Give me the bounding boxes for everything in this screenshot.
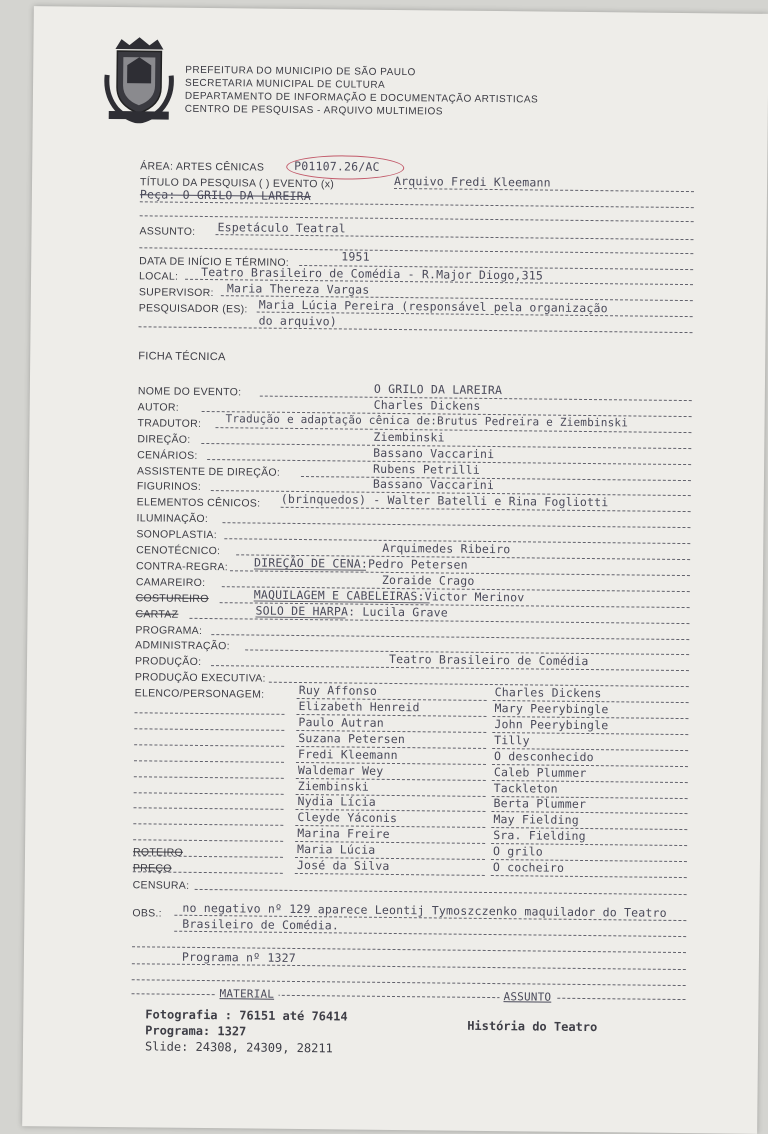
assunto-value: Espetáculo Teatral (217, 220, 346, 236)
cast-role: O desconhecido (493, 748, 594, 764)
elenco-label: ELENCO/PERSONAGEM: (134, 687, 265, 701)
assunto-footer-value: História do Teatro (467, 1018, 598, 1035)
cast-role: Tilly (494, 732, 530, 748)
ficha-label: ADMINISTRAÇÃO: (135, 639, 230, 653)
titulo-value-2: Peça: O GRILO DA LAREIRA (139, 187, 311, 204)
document-page (22, 6, 768, 1134)
ficha-value: MAQUILAGEM E CABELEIRAS:Victor Merinov (253, 587, 525, 605)
struck-label-preco: PREÇO (132, 862, 172, 875)
assunto-label: ASSUNTO: (139, 225, 196, 238)
supervisor-value: Maria Thereza Vargas (226, 281, 370, 297)
ficha-label: SONOPLASTIA: (136, 528, 218, 542)
cast-actor: Fredi Kleemann (297, 746, 398, 762)
ficha-label: PROGRAMA: (135, 623, 203, 637)
cast-actor: José da Silva (296, 857, 390, 873)
cast-role: Caleb Plummer (493, 764, 587, 780)
ficha-label: ILUMINAÇÃO: (136, 512, 209, 526)
ficha-title: FICHA TÉCNICA (138, 350, 226, 364)
ficha-label: ASSISTENTE DE DIREÇÃO: (136, 464, 281, 479)
pesquisador-label: PESQUISADOR (ES): (138, 302, 248, 316)
ficha-value: SOLO DE HARPA: Lucila Grave (255, 603, 448, 620)
cast-actor: Waldemar Wey (297, 762, 384, 778)
ficha-value: Bassano Vaccarini (373, 445, 495, 461)
ficha-value: Ziembinski (373, 429, 445, 445)
cast-actor: Suzana Petersen (298, 730, 406, 746)
ficha-value: Tradução e adaptação cênica de:Brutus Pedreira e Ziembinski (225, 412, 629, 430)
pesquisador-value-2: do arquivo) (258, 313, 338, 329)
local-label: LOCAL: (138, 270, 179, 283)
cast-actor: Maria Lúcia (296, 842, 376, 857)
data-value: 1951 (341, 249, 370, 264)
ficha-label: COSTUREIRO (135, 591, 209, 605)
ficha-label: CENOTÉCNICO: (136, 544, 221, 558)
coat-of-arms-seal (103, 35, 176, 124)
material-line-3: Slide: 24308, 24309, 28211 (144, 1039, 333, 1056)
header-line-3: DEPARTAMENTO DE INFORMAÇÃO E DOCUMENTAÇÃO ARTISTICAS (184, 90, 539, 106)
ficha-value: (brinquedos) - Walter Batelli e Rina Fogliotti (280, 492, 609, 510)
titulo-label: TÍTULO DA PESQUISA ( ) EVENTO (x) (139, 176, 335, 191)
cast-role: O grilo (492, 844, 544, 859)
ficha-value: Zoraide Crago (381, 572, 475, 588)
ficha-label: PRODUÇÃO EXECUTIVA: (134, 671, 266, 685)
material-line-2: Programa: 1327 (145, 1023, 247, 1039)
obs-line-3: Programa nº 1327 (181, 949, 296, 965)
data-label: DATA DE INÍCIO E TÉRMINO: (139, 255, 290, 269)
ficha-label: ELEMENTOS CÊNICOS: (136, 496, 261, 510)
assunto-heading: ASSUNTO (499, 990, 555, 1004)
ficha-label: PRODUÇÃO: (134, 655, 202, 669)
titulo-value: Arquivo Fredi Kleemann (394, 173, 551, 190)
ficha-label: DIREÇÃO: (137, 432, 191, 446)
ficha-value: Charles Dickens (373, 397, 481, 413)
header-line-2: SECRETARIA MUNICIPAL DE CULTURA (185, 77, 386, 91)
cast-actor: Elizabeth Henreid (298, 698, 420, 715)
ficha-label: CENÁRIOS: (137, 448, 198, 462)
ficha-label: FIGURINOS: (136, 480, 202, 494)
cast-actor: Nydia Lícia (297, 794, 377, 810)
material-heading: MATERIAL (215, 987, 278, 1001)
cast-role: Tackleton (493, 780, 558, 796)
obs-label: OBS.: (132, 907, 162, 920)
ficha-label: CONTRA-REGRA: (135, 560, 229, 574)
cast-role: May Fielding (493, 812, 579, 828)
cast-role: Charles Dickens (494, 685, 602, 701)
ficha-label: CAMAREIRO: (135, 576, 206, 589)
censura-label: CENSURA: (132, 879, 190, 892)
struck-label-roteiro: ROTEIRO (132, 846, 184, 859)
header-line-1: PREFEITURA DO MUNICIPIO DE SÃO PAULO (185, 64, 416, 79)
area-label: ÁREA: ARTES CÊNICAS (140, 160, 265, 174)
obs-line-2: Brasileiro de Comédia. (182, 916, 340, 933)
cast-role: John Peerybingle (494, 716, 609, 733)
obs-line-1: no negativo nº 129 aparece Leontij Tymoszczenko maquilador do Teatro (182, 900, 667, 920)
supervisor-label: SUPERVISOR: (138, 286, 214, 300)
ficha-label: TRADUTOR: (137, 417, 202, 430)
ficha-value: DIREÇÃO DE CENA:Pedro Petersen (253, 555, 468, 572)
cast-role: Sra. Fielding (493, 828, 586, 844)
ficha-value: Bassano Vaccarini (372, 477, 495, 493)
cast-actor: Marina Freire (297, 826, 390, 842)
research-code: P01107.26/AC (294, 158, 380, 174)
ficha-label: AUTOR: (137, 401, 180, 414)
ficha-value: Arquimedes Ribeiro (382, 540, 511, 557)
cast-role: O cocheiro (492, 860, 565, 875)
ficha-value: Rubens Petrilli (372, 461, 480, 477)
local-value: Teatro Brasileiro de Comédia - R.Major Diogo,315 (201, 264, 544, 283)
material-line-1: Fotografia : 76151 até 76414 (145, 1007, 348, 1024)
header-line-4: CENTRO DE PESQUISAS - ARQUIVO MULTIMEIOS (184, 103, 444, 118)
cast-actor: Ruy Affonso (298, 683, 378, 698)
pesquisador-value: Maria Lúcia Pereira (responsável pela organização (258, 297, 608, 316)
ficha-label: NOME DO EVENTO: (137, 385, 242, 399)
cast-actor: Cleyde Yáconis (297, 810, 398, 826)
cast-role: Mary Peerybingle (494, 701, 609, 717)
ficha-label: CARTAZ (135, 607, 179, 621)
cast-actor: Paulo Autran (298, 714, 384, 730)
ficha-value: O GRILO DA LAREIRA (373, 381, 503, 398)
ficha-value: Teatro Brasileiro de Comédia (388, 652, 589, 669)
cast-role: Berta Plummer (493, 796, 587, 812)
cast-actor: Ziembinski (297, 778, 370, 794)
